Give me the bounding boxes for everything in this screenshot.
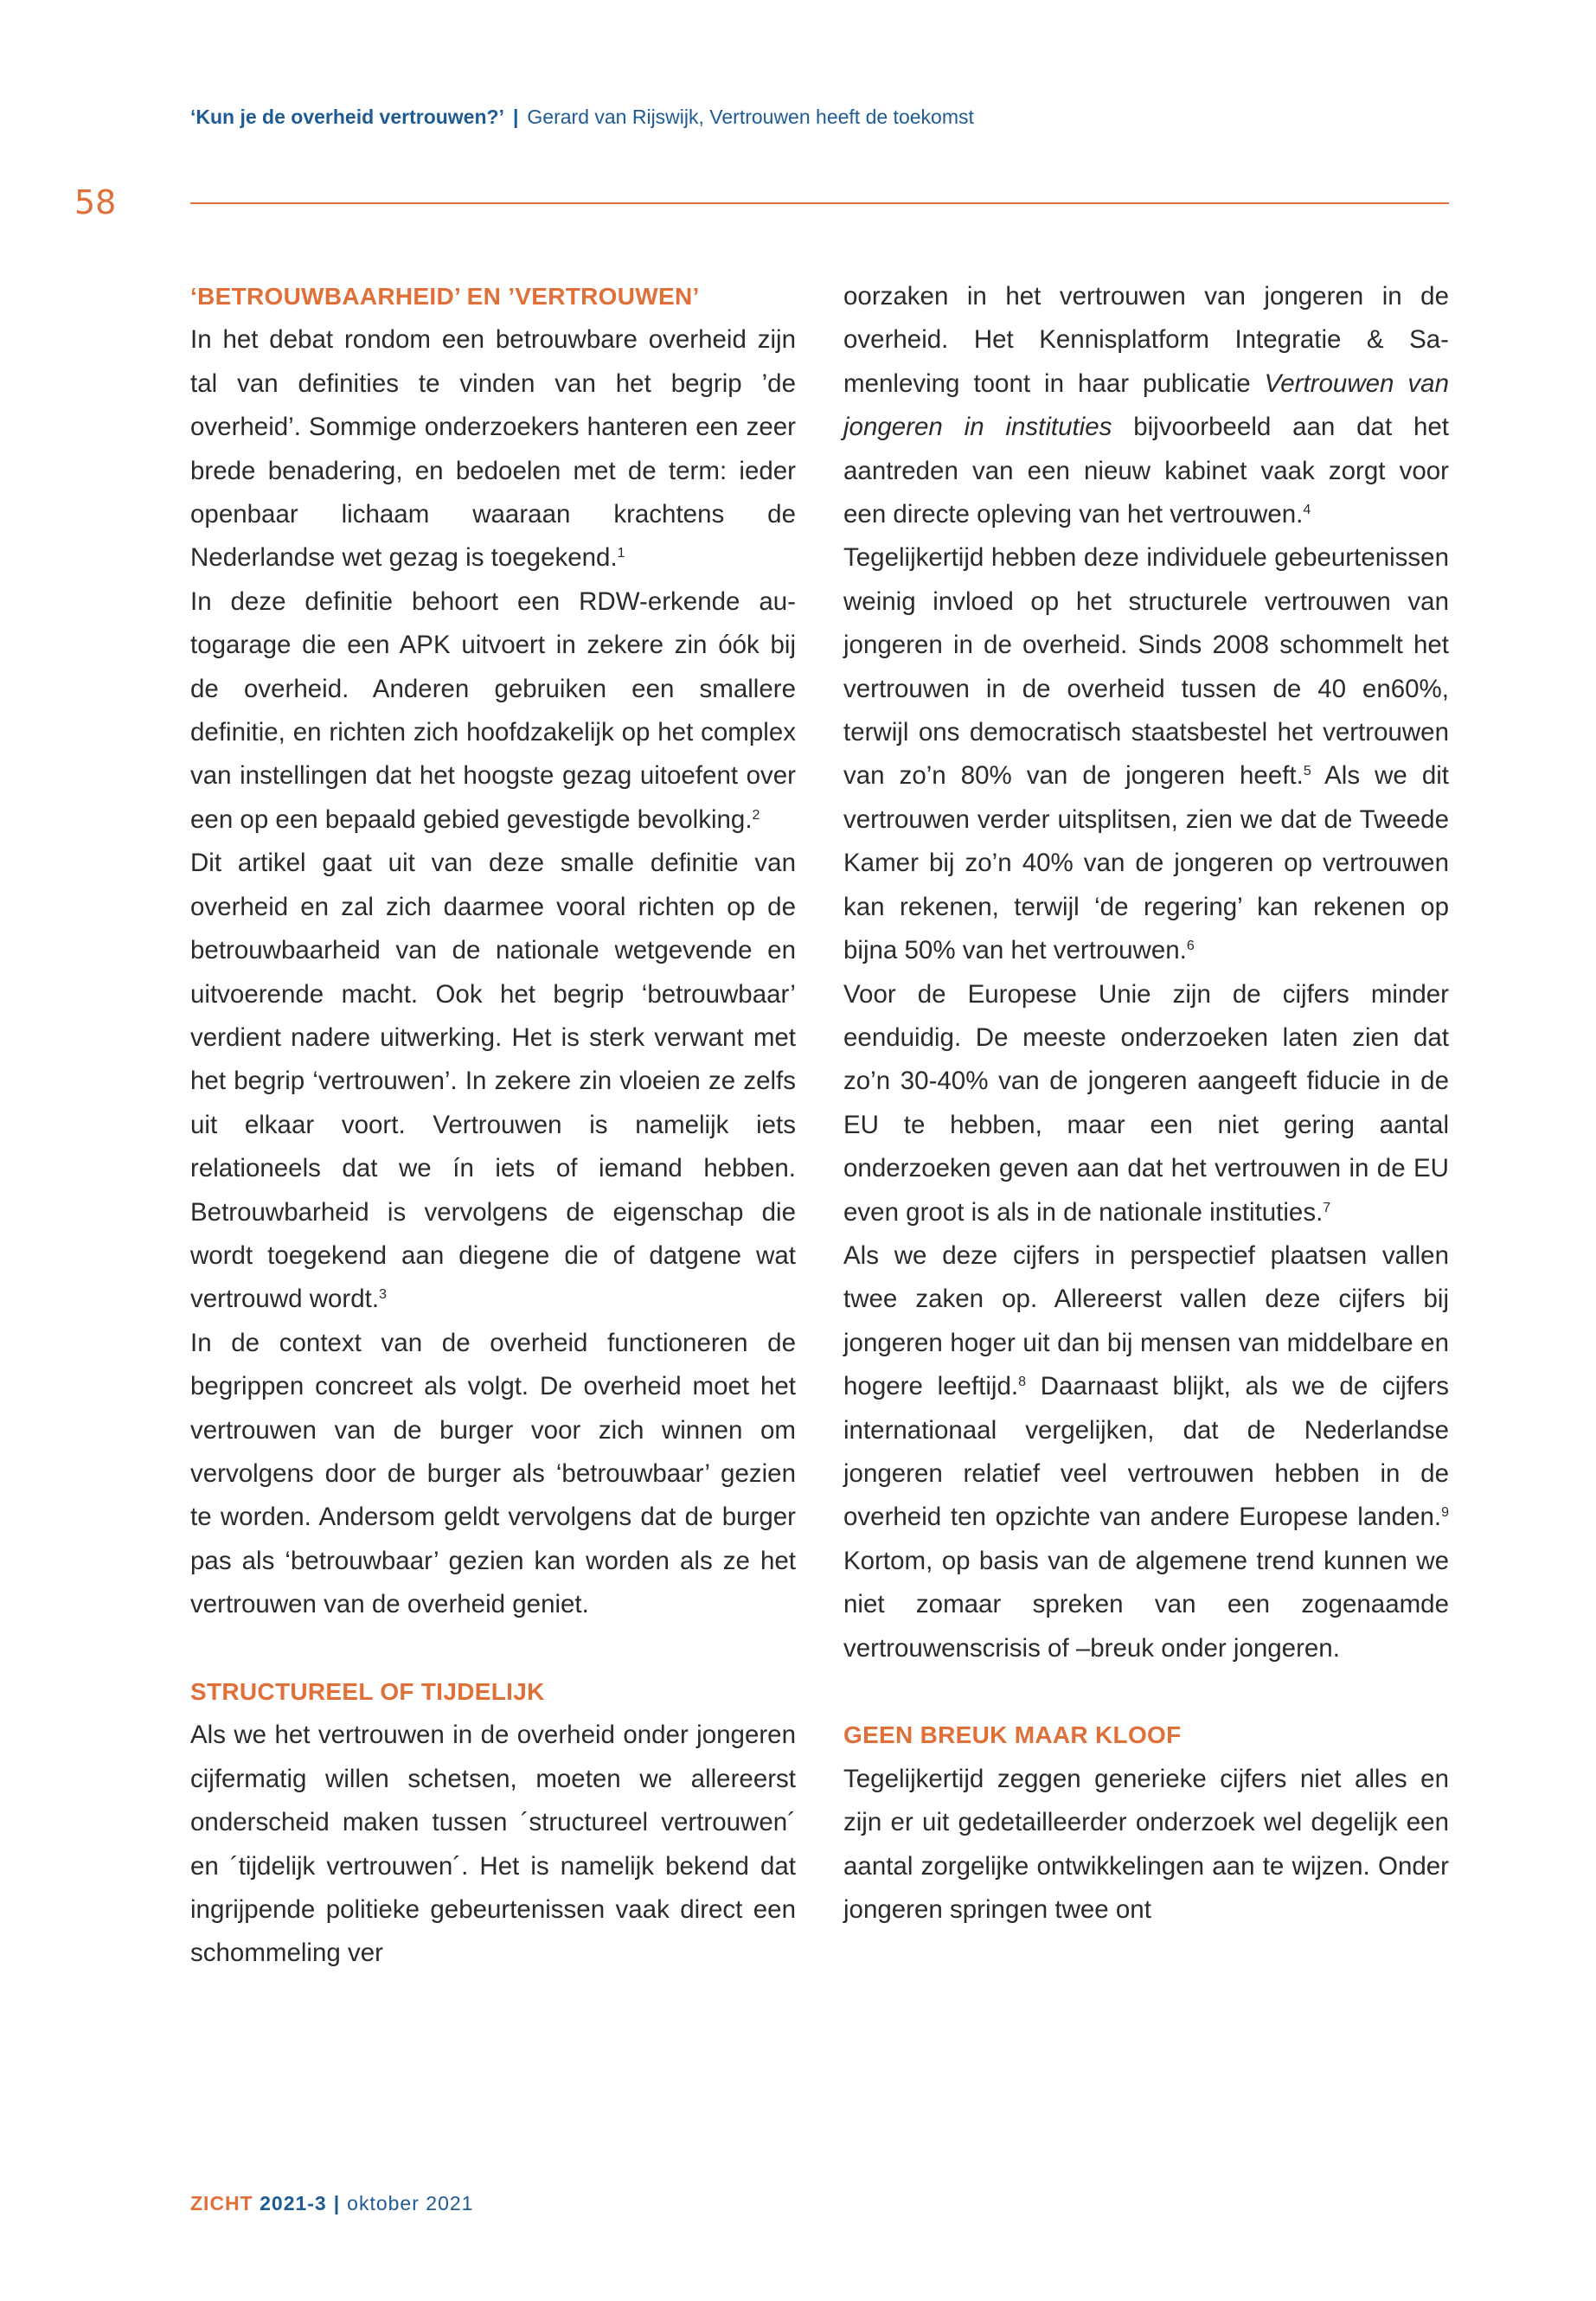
footnote-ref: 3 [379, 1287, 387, 1303]
page-number: 58 [74, 183, 117, 221]
footer-issue: 2021-3 [260, 2192, 327, 2214]
paragraph: In deze definitie behoort een RDW-erkende autogarage die een APK uitvoert in zekere zin óók bij de overheid. Anderen gebruiken een smallere definitie, en richten zich hoofdzakelijk op het complex van instellingen dat het hoogste gezag uitoefent over een op een bepaald gebied gevestigde bevolking.$^2$ [190, 586, 796, 834]
section-heading-structureel: STRUCTUREEL OF TIJDELIJK [190, 1677, 545, 1705]
footnote-ref: 8 [1018, 1375, 1026, 1390]
header-rule [190, 202, 1449, 204]
footnote-ref: 2 [752, 807, 760, 823]
footer-date: oktober 2021 [347, 2192, 474, 2214]
section-spacer [843, 1670, 1449, 1714]
paragraph: Als we het vertrouwen in de overheid onder jongeren cijfermatig willen schetsen, moeten we allereerst onderscheid maken tussen ´structureel vertrouwen´ en ´tijdelijk vertrouwen´. Het is namelijk bekend dat ingrijpende politieke gebeurtenissen vaak direct een schommeling ver [190, 1721, 796, 1968]
publication-title: Vertrouwen van jongeren in instituties [843, 369, 1449, 442]
paragraph: Tegelijkertijd hebben deze individuele gebeurtenissen weinig invloed op het structurele vertrouwen van jongeren in de overheid. Sinds 2008 schommelt het vertrouwen in de overheid tussen de 40 en60%, terwijl ons democratisch staatsbestel het vertrouwen van zo’n 80% van de jongeren heeft.$^5$ Als we dit vertrouwen verder uitsplitsen, zien we dat de Tweede Kamer bij zo’n 40% van de jongeren op vertrouwen kan rekenen, terwijl ‘de regering’ kan rekenen op bijna 50% van het vertrouwen.$^6$ [843, 543, 1450, 965]
footnote-ref: 1 [617, 546, 625, 561]
footnote-ref: 7 [1323, 1200, 1331, 1215]
paragraph: Tegelijkertijd zeggen generieke cijfers niet alles en zijn er uit gedetailleerder onderzoek wel degelijk een aantal zorgelijke ontwikkelingen aan te wijzen. Onder jongeren springen twee ont [843, 1764, 1449, 1925]
footer [190, 2192, 473, 2215]
running-header-title: ‘Kun je de overheid vertrouwen?’ [190, 106, 504, 128]
paragraph: Voor de Europese Unie zijn de cijfers minder eenduidig. De meeste onderzoeken laten zien dat zo’n 30-40% van de jongeren aangeeft fiducie in de EU te hebben, maar een niet gering aantal onderzoeken geven aan dat het vertrouwen in de EU even groot is als in de nationale instituties.$^7$ [843, 979, 1449, 1227]
footer-brand: ZICHT [190, 2192, 253, 2214]
running-header-separator: | [512, 106, 519, 128]
section-heading-geen-breuk: GEEN BREUK MAAR KLOOF [843, 1721, 1182, 1749]
paragraph: Dit artikel gaat uit van deze smalle definitie van overheid en zal zich daarmee vooral richten op de betrouwbaarheid van de nationale wetgevende en uitvoerende macht. Ook het begrip ‘betrouwbaar’ verdient nadere uitwerking. Het is sterk verwant met het begrip ‘vertrouwen’. In zekere zin vloeien ze zelfs uit elkaar voort. Vertrouwen is namelijk iets relationeels dat we ín iets of iemand hebben. Betrouwbarheid is vervolgens de eigenschap die wordt toegekend aan diegene die of datgene wat vertrouwd wordt.$^3$ [190, 849, 796, 1314]
section-heading-betrouwbaarheid: ‘BETROUWBAARHEID’ EN ’VERTROUWEN’ [190, 283, 700, 310]
running-header [190, 106, 974, 129]
footnote-ref: 9 [1441, 1505, 1449, 1521]
paragraph: In de context van de overheid functioneren de begrippen concreet als volgt. De overheid moet het vertrouwen van de burger voor zich winnen om vervolgens door de burger als ‘betrouwbaar’ gezien te worden. Andersom geldt vervolgens dat de burger pas als ‘betrouwbaar’ gezien kan worden als ze het vertrouwen van de overheid geniet. [190, 1328, 796, 1619]
paragraph: oorzaken in het vertrouwen van jongeren in de overheid. Het Kennisplatform Integratie & Samenleving toont in haar publicatie Vertrouwen van jongeren in instituties bijvoorbeeld aan dat het aantreden van een nieuw kabinet vaak zorgt voor een directe opleving van het vertrouwen.$^4$ [843, 282, 1449, 529]
right-column [843, 275, 1449, 1932]
paragraph: Als we deze cijfers in perspectief plaatsen vallen twee zaken op. Allereerst vallen deze cijfers bij jongeren hoger uit dan bij mensen van middelbare en hogere leeftijd.$^8$ Daarnaast blijkt, als we de cijfers internationaal vergelijken, dat de Nederlandse jongeren relatief veel vertrouwen hebben in de overheid ten opzichte van andere Europese landen.$^9$ Kortom, op basis van de algemene trend kunnen we niet zomaar spreken van een zogenaamde vertrouwenscrisis of –breuk onder jongeren. [843, 1240, 1449, 1663]
footnote-ref: 4 [1303, 503, 1311, 518]
footer-separator: | [333, 2192, 341, 2214]
section-spacer [190, 1627, 796, 1670]
footnote-ref: 6 [1186, 939, 1195, 954]
running-header-subtitle: Gerard van Rijswijk, Vertrouwen heeft de toekomst [527, 106, 974, 128]
footnote-ref: 5 [1303, 764, 1311, 779]
left-column [190, 275, 796, 1976]
paragraph: In het debat rondom een betrouwbare overheid zijn tal van definities te vinden van het begrip ’de overheid’. Sommige onderzoekers hanteren een zeer brede benadering, en bedoelen met de term: ieder openbaar lichaam waaraan krachtens de Nederlandse wet gezag is toegekend.$^1$ [190, 325, 796, 573]
